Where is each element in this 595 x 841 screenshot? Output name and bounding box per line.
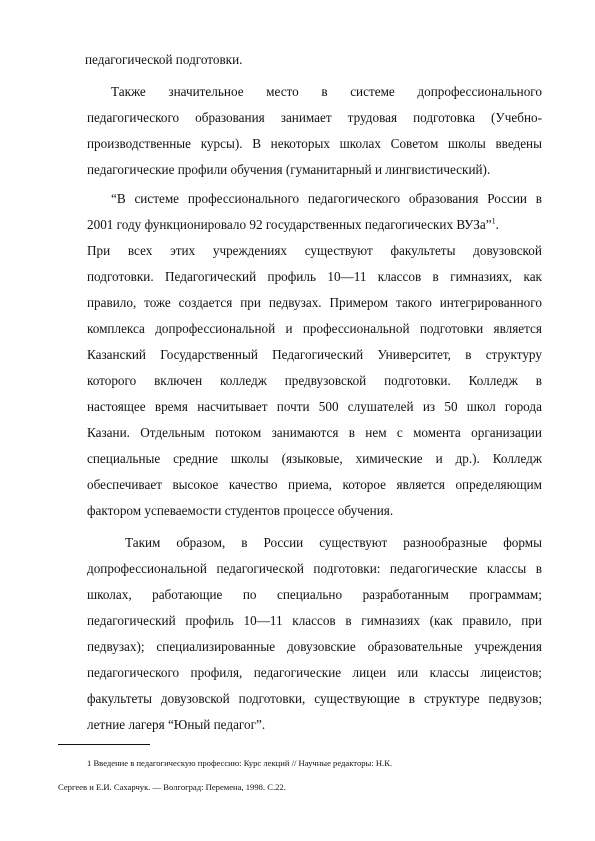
word: интегрированного xyxy=(439,295,542,310)
word: 50 xyxy=(444,399,458,414)
word: является xyxy=(396,477,445,492)
word: и xyxy=(435,451,443,466)
text-line: фактором успеваемости студентов процессе обучения. xyxy=(87,503,394,518)
text-line xyxy=(87,611,542,631)
word: школы xyxy=(230,451,269,466)
word: высокое xyxy=(172,477,219,492)
word: химические xyxy=(355,451,423,466)
word: комплекса xyxy=(87,321,145,336)
text-line xyxy=(111,189,542,209)
word: педвузов; xyxy=(488,691,542,706)
word: Также xyxy=(111,84,146,99)
word: разнообразные xyxy=(403,535,488,550)
footnote-text: Введение в педагогическую профессию: Курс лекций // Научные редакторы: Н.К. xyxy=(93,758,393,768)
word: 10—11 xyxy=(327,269,367,284)
word: структуру xyxy=(485,347,542,362)
word: в xyxy=(535,561,542,576)
word: Педагогический xyxy=(165,269,257,284)
word: при xyxy=(521,613,542,628)
word: гимназиях, xyxy=(450,269,513,284)
word: города xyxy=(504,399,542,414)
word: которое xyxy=(342,477,387,492)
word: школах xyxy=(339,136,381,151)
text-line xyxy=(87,559,542,579)
word: при xyxy=(240,295,261,310)
word: предвузовской xyxy=(284,373,367,388)
word: России xyxy=(263,535,304,550)
word: профессиональной xyxy=(302,321,410,336)
word: учреждения xyxy=(474,639,542,654)
word: момента xyxy=(413,425,461,440)
word: классы xyxy=(429,665,470,680)
text-line xyxy=(87,397,542,417)
text-line: педагогические профили обучения (гуманитарный и лингвистический). xyxy=(87,162,491,177)
word: колледж xyxy=(220,373,267,388)
word: всех xyxy=(127,243,153,258)
word: др.). xyxy=(455,451,480,466)
word: в xyxy=(345,613,352,628)
word: классов xyxy=(377,269,422,284)
word: специально xyxy=(276,587,343,602)
word: Таким xyxy=(125,535,161,550)
word: насчитывает xyxy=(197,399,268,414)
word: как xyxy=(523,269,542,284)
footnote-line xyxy=(87,757,392,769)
word: разработанным xyxy=(362,587,449,602)
word: гимназиях xyxy=(361,613,420,628)
word: курсы). xyxy=(200,136,243,151)
word: системе xyxy=(134,191,180,206)
word: введены xyxy=(495,136,542,151)
text-line: летние лагеря “Юный педагог”. xyxy=(87,717,266,732)
word: подготовки: xyxy=(313,561,381,576)
word: некоторых xyxy=(270,136,330,151)
word: педагогические xyxy=(253,665,342,680)
footnote-reference: 1 xyxy=(491,216,496,226)
text-line xyxy=(87,134,542,154)
word: определяющим xyxy=(455,477,542,492)
word: образования xyxy=(195,110,265,125)
text-line xyxy=(87,345,542,365)
word: образования xyxy=(408,191,479,206)
word: довузовские xyxy=(286,639,356,654)
word: организации xyxy=(471,425,542,440)
word: Педагогический xyxy=(272,347,364,362)
word: классы xyxy=(486,561,527,576)
text-line xyxy=(87,293,542,313)
word: правило, xyxy=(87,295,137,310)
word: такого xyxy=(396,295,432,310)
word: приема, xyxy=(288,477,332,492)
word: которого xyxy=(87,373,137,388)
word: занимаются xyxy=(271,425,339,440)
word: качество xyxy=(228,477,278,492)
word: учреждениях xyxy=(212,243,287,258)
word: и xyxy=(285,321,293,336)
word: педвузах. xyxy=(268,295,322,310)
word: подготовка xyxy=(413,110,476,125)
word: создается xyxy=(178,295,233,310)
word: профиля, xyxy=(190,665,243,680)
word: занимает xyxy=(280,110,332,125)
word: обеспечивает xyxy=(87,477,162,492)
word: школы xyxy=(448,136,486,151)
word: довузовской xyxy=(160,691,230,706)
word: по xyxy=(242,587,257,602)
text-line xyxy=(87,319,542,339)
word: педагогического xyxy=(87,665,180,680)
text-line xyxy=(87,637,542,657)
word: профиль xyxy=(185,613,234,628)
word: или xyxy=(397,665,419,680)
text-line xyxy=(111,82,542,102)
word: При xyxy=(87,243,111,258)
word: факультеты xyxy=(87,691,152,706)
word: “В xyxy=(111,191,126,206)
word: в xyxy=(241,535,248,550)
word: довузовской xyxy=(473,243,542,258)
word: настоящее xyxy=(87,399,146,414)
word: педагогического xyxy=(307,191,401,206)
word: России xyxy=(487,191,527,206)
word: подготовки xyxy=(419,321,484,336)
word: системе xyxy=(350,84,395,99)
word: классов xyxy=(292,613,336,628)
word: (как xyxy=(429,613,453,628)
word: профессионального xyxy=(187,191,300,206)
word: нем xyxy=(365,425,387,440)
word: слушателей xyxy=(347,399,414,414)
word: подготовки. xyxy=(384,373,451,388)
word: правило, xyxy=(462,613,512,628)
text-line xyxy=(87,689,542,709)
word: в xyxy=(535,373,542,388)
footnote-line: Сергеев и Е.И. Сахарчук. — Волгоград: Перемена, 1998. С.22. xyxy=(58,782,286,792)
word: с xyxy=(396,425,403,440)
word: педагогической xyxy=(216,561,304,576)
word: (языковые, xyxy=(281,451,343,466)
text-line xyxy=(87,423,542,443)
word: в xyxy=(321,84,328,99)
word: факультеты xyxy=(390,243,456,258)
word: Колледж xyxy=(492,451,542,466)
word: лицеи xyxy=(352,665,387,680)
text-line: педагогической подготовки. xyxy=(85,52,243,67)
text-line xyxy=(87,371,542,391)
word: в xyxy=(408,691,415,706)
word: включен xyxy=(154,373,203,388)
text-line xyxy=(87,449,542,469)
word: допрофессиональной xyxy=(87,561,207,576)
word: образом, xyxy=(176,535,226,550)
word: в xyxy=(465,347,472,362)
word: работающие xyxy=(152,587,223,602)
word: почти xyxy=(276,399,310,414)
word: производственные xyxy=(87,136,192,151)
word: специальные xyxy=(87,451,161,466)
word: школах, xyxy=(87,587,132,602)
word: подготовки. xyxy=(87,269,154,284)
word: в xyxy=(432,269,439,284)
word: школ xyxy=(466,399,496,414)
footnote-number: 1 xyxy=(87,758,92,768)
word: средние xyxy=(173,451,218,466)
text-line xyxy=(87,475,542,495)
word: место xyxy=(266,84,299,99)
word: допрофессионального xyxy=(417,84,542,99)
word: существующие xyxy=(314,691,400,706)
word: 500 xyxy=(318,399,339,414)
word: Университет, xyxy=(377,347,451,362)
word: Примером xyxy=(329,295,389,310)
word: 10—11 xyxy=(243,613,283,628)
word: существуют xyxy=(304,243,373,258)
word: допрофессиональной xyxy=(155,321,276,336)
word: Отдельным xyxy=(140,425,205,440)
word: значительное xyxy=(168,84,244,99)
word: этих xyxy=(170,243,196,258)
footnote-separator xyxy=(58,744,150,745)
word: структуре xyxy=(423,691,480,706)
word: Казанский xyxy=(87,347,146,362)
word: потоком xyxy=(215,425,262,440)
word: специализированные xyxy=(156,639,276,654)
word: подготовки, xyxy=(238,691,306,706)
word: существуют xyxy=(319,535,388,550)
word: профиль xyxy=(267,269,316,284)
text-line xyxy=(87,663,542,683)
word: программам; xyxy=(469,587,542,602)
text-line-body: 2001 году функционировало 92 государственных педагогических ВУЗа” xyxy=(87,217,492,232)
word: в xyxy=(535,191,542,206)
text-line: 2001 году функционировало 92 государственных педагогических ВУЗа”$^1$. xyxy=(87,216,499,232)
word: из xyxy=(422,399,436,414)
word: является xyxy=(493,321,542,336)
word: педагогические xyxy=(389,561,478,576)
word: лицеистов; xyxy=(480,665,542,680)
word: В xyxy=(252,136,261,151)
word: (Учебно- xyxy=(491,110,542,125)
word: Колледж xyxy=(468,373,518,388)
word: формы xyxy=(503,535,542,550)
word: в xyxy=(348,425,355,440)
text-line xyxy=(87,267,542,287)
word: Казани. xyxy=(87,425,130,440)
text-line xyxy=(87,108,542,128)
word: Советом xyxy=(390,136,439,151)
word: тоже xyxy=(144,295,171,310)
text-line xyxy=(125,533,542,553)
text-line xyxy=(87,585,542,605)
word: трудовая xyxy=(347,110,398,125)
word: Государственный xyxy=(160,347,258,362)
word: время xyxy=(154,399,188,414)
word: педагогического xyxy=(87,110,180,125)
word: педагогический xyxy=(87,613,176,628)
word: педвузах); xyxy=(87,639,145,654)
text-line xyxy=(87,241,542,261)
word: образовательные xyxy=(367,639,463,654)
